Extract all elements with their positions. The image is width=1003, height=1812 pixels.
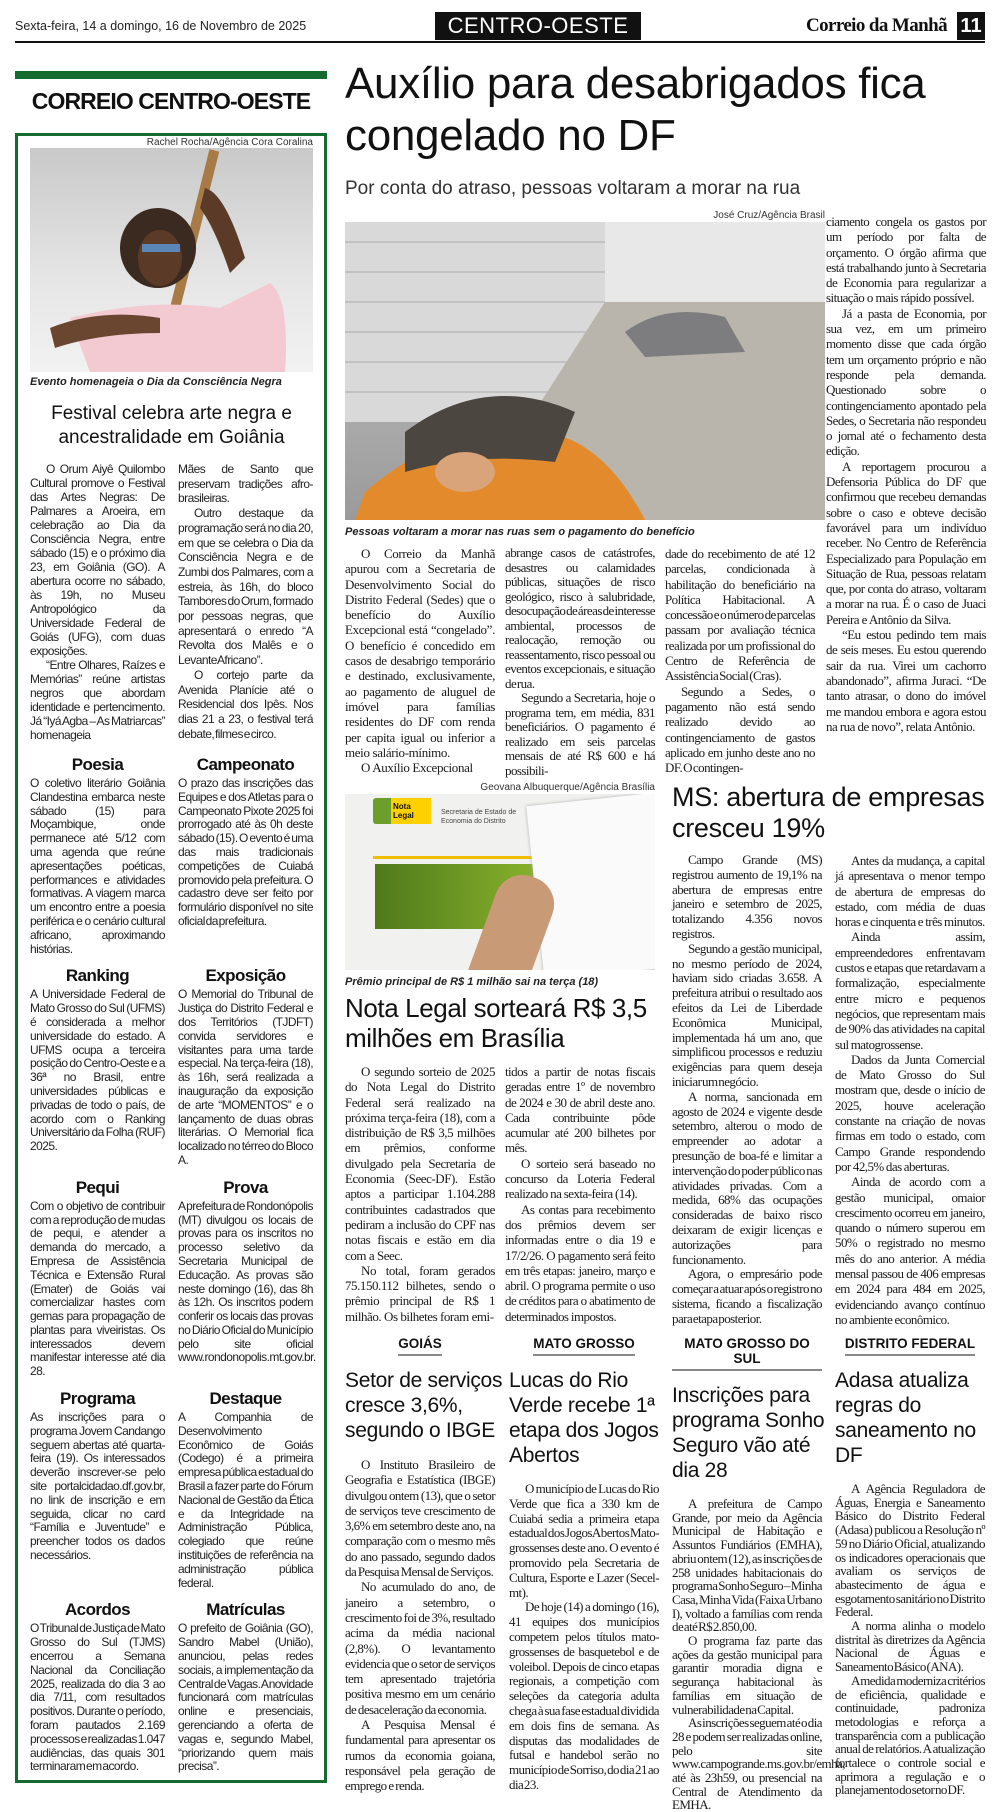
newspaper-logo: Correio da Manhã <box>806 15 947 36</box>
brief-text: A Universidade Federal de Mato Grosso do Sul (UFMS) é considerada a melhor universidade do estado. A UFMS ocupa a terceira posição do Centro-Oeste e a 36ª no Brasil, entre universidades públicas e privadas de todo o país, de acordo com o Ranking Universitário da Folha (RUF) 2025. <box>30 987 165 1154</box>
photo-caption: Evento homenageia o Dia da Consciência Negra <box>30 376 282 388</box>
paragraph: Campo Grande (MS) registrou aumento de 19,1% na abertura de empresas entre janeiro e setembro de 2025, totalizando 4.356 novos registros. <box>672 852 822 941</box>
brief-matrículas <box>178 1590 313 1774</box>
regional-story-goias <box>345 1336 503 1794</box>
paragraph: dade do recebimento de até 12 parcelas, condicionada à habilitação do beneficiário na Política Habitacional. A concessão e o número de parcelas passam por avaliação técnica realizada por um profissional do Centro de Referência de Assistência Social (Cras). <box>665 546 815 684</box>
nota-headline: Nota Legal sorteará R$ 3,5 milhões em Brasília <box>345 993 647 1053</box>
brief-title: Exposição <box>205 966 286 986</box>
paragraph: As inscrições seguem até o dia 28 e podem ser realizadas online, pelo site www.campogrande.ms.gov.br/emha, até às 23h59, ou presencial na Central de Atendimento da EMHA. <box>672 1715 845 1812</box>
regional-story-mato-grosso-do-sul <box>672 1336 845 1812</box>
story-body <box>672 1496 845 1812</box>
paragraph: A Pesquisa Mensal é fundamental para apresentar os rumos da economia goiana, responsável pela geração de emprego e renda. <box>345 1717 495 1794</box>
brief-poesia <box>30 745 165 956</box>
ms-column-1 <box>672 853 822 1327</box>
brief-exposição <box>178 956 313 1167</box>
story-headline: Lucas do Rio Verde recebe 1ª etapa dos Jogos Abertos <box>509 1369 659 1467</box>
main-article-column-4 <box>826 214 986 734</box>
festival-photo <box>30 148 313 372</box>
brief-title: Programa <box>60 1389 135 1409</box>
region-label: MATO GROSSO DO SUL <box>672 1336 822 1371</box>
main-article-column-2 <box>505 546 655 778</box>
brief-campeonato <box>178 745 313 956</box>
nota-legal-photo <box>345 794 655 970</box>
main-article-column-1 <box>345 546 495 775</box>
regional-story-distrito-federal <box>835 1336 993 1797</box>
photo-caption: Pessoas voltaram a morar nas ruas sem o pagamento do benefício <box>345 526 695 538</box>
brief-text: As inscrições para o programa Jovem Candango seguem abertas até quarta-feira (19). Os interessados deverão inscrever-se pelo site portalcidadao.df.gov.br, no link de inscrição e em seguida, clicar no card “Família e Juventude” e preencher todos os dados necessários. <box>30 1410 165 1563</box>
brief-text: Com o objetivo de contribuir com a reprodução de mudas de pequi, e atender a demanda do mercado, a Empresa de Assistência Técnica e Extensão Rural (Emater) de Goiás vai comercializar hastes com gemas para propagação de plantas para viveiristas. Os interessados devem manifestar interesse até dia 28. <box>30 1198 165 1379</box>
photo-site-text: Secretaria de Estado de Economia do Distrito <box>441 809 517 825</box>
story-headline: Setor de serviços cresce 3,6%, segundo o IBGE <box>345 1369 503 1442</box>
sidebar-accent-bar <box>15 71 327 79</box>
brief-destaque <box>178 1379 313 1590</box>
ms-headline: MS: abertura de empresas cresceu 19% <box>672 782 985 843</box>
story-body <box>835 1482 985 1797</box>
paragraph: ciamento congela os gastos por um período por falta de orçamento. O órgão afirma que está trabalhando junto à Secretaria de Economia para regularizar a situação o mais rápido possível. <box>826 214 986 306</box>
ms-column-2 <box>835 853 985 1327</box>
paragraph: abrange casos de catástrofes, desastres ou calamidades públicas, situações de risco geológico, risco à salubridade, desocupação de áreas de interesse ambiental, processos de realocação, remoção ou reassentamento, risco pessoal ou eventos excepcionais, e situação de rua. <box>505 545 655 691</box>
main-subheadline: Por conta do atraso, pessoas voltaram a morar na rua <box>345 178 801 199</box>
section-label: CENTRO-OESTE <box>435 12 641 40</box>
paragraph: O sorteio será baseado no concurso da Loteria Federal realizado na sexta-feira (14). <box>505 1155 655 1202</box>
brief-text: O Tribunal de Justiça de Mato Grosso do Sul (TJMS) encerrou a Semana Nacional da Conciliação 2025, realizada do dia 3 ao dia 7/11, com resultados positivos. Durante o período, foram pautados 2.169 processos e realizadas 1.047 audiências, das quais 301 terminaram em acordo. <box>30 1621 165 1774</box>
nota-column-2 <box>505 1064 655 1324</box>
paragraph: Dados da Junta Comercial de Mato Grosso do Sul mostram que, desde o início de 2025, houve aceleração constante na criação de novas firmas em todo o estado, com Campo Grande respondendo por 42,5% das aberturas. <box>835 1051 985 1174</box>
brief-ranking <box>30 956 165 1167</box>
brief-text: O coletivo literário Goiânia Clandestina embarca neste sábado (15) para Moçambique, onde permanece até 5/12 com uma agenda que reúne apresentações poéticas, performances e atividades formativas. A viagem marca um encontro entre a poesia periférica e o cenário cultural africano, aproximando histórias. <box>30 776 165 956</box>
paragraph: Segundo a gestão municipal, no mesmo período de 2024, haviam sido criadas 3.658. A prefeitura atribui o resultado aos efeitos da Lei de Liberdade Econômica Municipal, implementada há um ano, que simplificou processos e reduziu exigências para quem deseja iniciar um negócio. <box>672 940 822 1089</box>
paragraph: De hoje (14) a domingo (16), 41 equipes dos municípios competem pelos títulos mato-grossenses de basquetebol e de voleibol. Depois de cinco etapas regionais, a competição com seleções da categoria adulta chega à sua fase estadual dividida em dois fins de semana. As disputas das modalidades de futsal e handebol serão no município de Sorriso, do dia 21 ao dia 23. <box>509 1599 659 1792</box>
paragraph: No total, foram gerados 75.150.112 bilhetes, sendo o prêmio principal de R$ 1 milhão. Os bilhetes foram emi- <box>345 1262 495 1324</box>
story-body <box>345 1457 495 1794</box>
brief-title: Pequi <box>75 1177 120 1197</box>
region-label: MATO GROSSO <box>509 1336 659 1356</box>
sidebar-briefs <box>30 745 316 1774</box>
brief-text: O Memorial do Tribunal de Justiça do Distrito Federal e dos Territórios (TJDFT) convida servidores e visitantes para uma tarde especial. Na terça-feira (18), às 16h, será realizada a inauguração da exposição de arte “MOMENTOS” e o lançamento de duas obras literárias. O Memorial fica localizado no térreo do Bloco A. <box>178 987 313 1167</box>
brief-prova <box>178 1168 316 1379</box>
paragraph: O Auxílio Excepcional <box>361 760 473 776</box>
story-headline: Inscrições para programa Sonho Seguro vão até dia 28 <box>672 1384 825 1482</box>
brief-text: A Companhia de Desenvolvimento Econômico de Goiás (Codego) é a primeira empresa pública estadual do Brasil a fazer parte do Fórum Nacional de Gestão da Ética e da Integridade na Administração Pública, colegiado que reúne instituições de referência na administração pública federal. <box>178 1410 313 1590</box>
story-headline: Adasa atualiza regras do saneamento no DF <box>835 1369 976 1467</box>
brief-acordos <box>30 1590 165 1774</box>
brief-title: Poesia <box>71 755 124 774</box>
paragraph: O Correio da Manhã apurou com a Secretaria de Desenvolvimento Social do Distrito Federal (Sedes) que o benefício do Auxílio Excepcional está “congelado”. O benefício é concedido em casos de desabrigo temporário e destinado, exclusivamente, ao pagamento de aluguel de imóvel para famílias residentes do DF com renda per capita igual ou inferior a meio salário-mínimo. <box>345 546 495 760</box>
paragraph: Agora, o empresário pode começar a atuar após o registro no sistema, ficando a fiscalização para etapa posterior. <box>672 1266 822 1326</box>
paragraph: O cortejo parte da Avenida Planície até o Residencial dos Ipês. Nos dias 21 a 23, o festival terá debate, filmes e circo. <box>178 667 313 741</box>
sidebar-title: CORREIO CENTRO-OESTE <box>31 88 311 114</box>
paragraph: O programa faz parte das ações da gestão municipal para garantir moradia digna e segurança habitacional às famílias em situação de vulnerabilidade na Capital. <box>672 1633 822 1717</box>
paragraph: tidos a partir de notas fiscais geradas entre 1º de novembro de 2024 e 30 de abril deste ano. Cada contribuinte pôde acumular até 200 bilhetes por mês. <box>505 1064 655 1156</box>
brief-text: A prefeitura de Rondonópolis (MT) divulgou os locais de provas para os inscritos no processo seletivo da Secretaria Municipal de Educação. As provas são neste domingo (16), das 8h às 12h. Os inscritos podem conferir os locais das provas no Diário Oficial do Município pelo site oficial www.rondonopolis.mt.gov.br. <box>178 1198 316 1365</box>
paragraph: O Orum Aiyê Quilombo Cultural promove o Festival das Artes Negras: De Palmares a Aroeira, em celebração ao Dia da Consciência Negra, entre sábado (15) e o próximo dia 23, em Goiânia (GO). A abertura ocorre no sábado, às 19h, no Museu Antropológico da Universidade Federal de Goiás (UFG), com duas exposições. <box>30 462 165 658</box>
sidebar-article-column-1 <box>30 462 165 742</box>
story-body <box>509 1482 659 1793</box>
sidebar-article-column-2 <box>178 462 313 741</box>
paragraph: Antes da mudança, a capital já apresentava o menor tempo de abertura de empresas do estado, com média de duas horas e cinquenta e três minutos. <box>835 853 985 930</box>
region-label: GOIÁS <box>345 1336 495 1356</box>
brief-title: Campeonato <box>196 755 295 774</box>
paragraph: A medida moderniza critérios de eficiência, qualidade e continuidade, padroniza metodologias e reforça a transparência com a publicação anual de relatórios. A atualização fortalece o controle social e aprimora a regulação e o planejamento do setor no DF. <box>835 1672 985 1798</box>
region-label: DISTRITO FEDERAL <box>835 1336 985 1356</box>
photo-credit: José Cruz/Agência Brasil <box>713 210 825 221</box>
nota-column-1 <box>345 1064 495 1324</box>
brief-title: Acordos <box>64 1600 131 1620</box>
photo-logo: Nota Legal <box>391 798 431 824</box>
brief-title: Prova <box>223 1177 268 1197</box>
brief-title: Ranking <box>65 966 130 986</box>
paragraph: O município de Lucas do Rio Verde que fica a 330 km de Cuiabá sedia a primeira etapa estadual dos Jogos Abertos Mato-grossenses deste ano. O evento é promovido pela Secretaria de Cultura, Esporte e Lazer (Secel-mt). <box>509 1481 659 1600</box>
photo-credit: Rachel Rocha/Agência Cora Coralina <box>146 137 313 148</box>
header-rule <box>15 41 985 43</box>
edition-date: Sexta-feira, 14 a domingo, 16 de Novembro de 2025 <box>15 19 307 33</box>
regional-story-mato-grosso <box>509 1336 667 1793</box>
paragraph: Mães de Santo que preservam tradições afro-brasileiras. <box>178 462 313 506</box>
paragraph: As contas para recebimento dos prêmios devem ser informadas entre o dia 19 e 17/2/26. O pagamento será feito em três etapas: janeiro, março e abril. O programa permite o uso de créditos para o abatimento de determinados impostos. <box>505 1201 655 1324</box>
main-headline: Auxílio para desabrigados fica congelado no DF <box>345 59 926 160</box>
paragraph: No acumulado do ano, de janeiro a setembro, o crescimento foi de 3%, resultado acima da média nacional (2,8%). O levantamento evidencia que o setor de serviços tem apresentado trajetória positiva mesmo em um cenário de desaceleração da economia. <box>345 1579 495 1717</box>
brief-title: Destaque <box>209 1389 282 1409</box>
paragraph: A reportagem procurou a Defensoria Pública do DF que confirmou que recebeu demandas sobre o caso e obteve decisão favorável para um indivíduo receber. No Centro de Referência Especializado para População em Situação de Rua, pessoas relatam que, por conta do atraso, voltaram a morar na rua. É o caso de Juaci Pereira e Antônio da Silva. <box>826 458 986 627</box>
page-number: 11 <box>957 12 985 40</box>
photo-caption: Prêmio principal de R$ 1 milhão sai na terça (18) <box>345 976 599 988</box>
photo-credit: Geovana Albuquerque/Agência Brasília <box>480 782 655 793</box>
paragraph: “Entre Olhares, Raízes e Memórias” reúne artistas negros que abordam identidade e pertencimento. Já “Iyá Agba – As Matriarcas” homenageia <box>30 658 165 742</box>
paragraph: A Agência Reguladora de Águas, Energia e Saneamento Básico do Distrito Federal (Adasa) publicou a Resolução nº 59 no Diário Oficial, atualizando os indicadores operacionais que avaliam os serviços de abastecimento de água e esgotamento sanitário no Distrito Federal. <box>835 1481 985 1620</box>
paragraph: Já a pasta de Economia, por sua vez, em um primeiro momento disse que cada órgão tem um orçamento próprio e não responde pela demanda. Questionado sobre o contingenciamento apontado pela Sedes, o Secretaria não respondeu o jornal até o fechamento desta edição. <box>826 305 986 459</box>
paragraph: Segundo a Sedes, o pagamento não está sendo realizado devido ao contingenciamento de gastos aplicado em junho deste ano no DF. O contingen- <box>665 683 815 776</box>
paragraph: A prefeitura de Campo Grande, por meio da Agência Municipal de Habitação e Assuntos Fundiários (EMHA), abriu ontem (12), as inscrições de 258 unidades habitacionais do programa Sonho Seguro – Minha Casa, Minha Vida (Faixa Urbano I), voltado a famílias com renda de até R$ 2.850,00. <box>672 1496 822 1635</box>
paragraph: Segundo a Secretaria, hoje o programa tem, em média, 831 beneficiários. O pagamento é realizado em seis parcelas mensais de até R$ 600 e há possibili- <box>505 690 655 778</box>
brief-title: Matrículas <box>206 1600 285 1620</box>
paragraph: Ainda de acordo com a gestão municipal, omaior crescimento ocorreu em janeiro, quando o número superou em 50% o registrado no mesmo mês do ano anterior. A média mensal passou de 406 empresas em 2024 para 484 em 2025, evidenciando avanço contínuo no ambiente econômico. <box>835 1174 985 1327</box>
paragraph: O Instituto Brasileiro de Geografia e Estatística (IBGE) divulgou ontem (13), que o setor de serviços teve crescimento de 3,6% em setembro deste ano, na comparação com o mesmo mês do ano passado, segundo dados da Pesquisa Mensal de Serviços. <box>345 1457 495 1580</box>
brief-pequi <box>30 1168 165 1379</box>
brief-programa <box>30 1379 165 1590</box>
paragraph: Outro destaque da programação será no dia 20, em que se celebra o Dia da Consciência Negra e de Zumbi dos Palmares, com a estreia, às 16h, do bloco Tambores do Orum, formado por pessoas negras, que apresentará o enredo “A Revolta dos Malês e o Levante Africano”. <box>178 506 313 668</box>
main-article-column-3 <box>665 546 815 775</box>
brief-text: O prefeito de Goiânia (GO), Sandro Mabel (União), anunciou, pelas redes sociais, a implementação da Central de Vagas. A novidade funcionará com matrículas online e presenciais, gerenciando a oferta de vagas e, segundo Mabel, “priorizando quem mais precisa”. <box>178 1621 313 1774</box>
paragraph: O segundo sorteio de 2025 do Nota Legal do Distrito Federal será realizado na próxima terça-feira (18), com a distribuição de R$ 3,5 milhões em prêmios, conforme divulgado pela Secretaria de Economia (Seec-DF). Estão aptos a participar 1.104.288 contribuintes cadastrados que pediram a inclusão do CPF nas notas fiscais e estão em dia com a Seec. <box>345 1064 495 1263</box>
paragraph: A norma, sancionada em agosto de 2024 e vigente desde setembro, alterou o modo de empreender ao adotar a presunção de boa-fé e limitar a intervenção do poder público nas atividades privadas. Com a medida, 68% das ocupações consideradas de baixo risco deixaram de exigir licenças e autorizações para funcionamento. <box>672 1088 822 1267</box>
paragraph: “Eu estou pedindo tem mais de seis meses. Eu estou querendo sair da rua. Virei um cachorro abandonado”, afirma Juraci. “De tanto atrasar, o dono do imóvel me mandou embora e agora estou na rua de novo”, relata Antônio. <box>826 627 986 734</box>
homeless-photo <box>345 222 825 520</box>
brief-text: O prazo das inscrições das Equipes e dos Atletas para o Campeonato Pixote 2025 foi prorrogado até às 0h deste sábado (15). O evento é uma das mais tradicionais competições de Cuiabá promovido pela prefeitura. O cadastro deve ser feito por formulário disponível no site oficial da prefeitura. <box>178 776 313 928</box>
paragraph: Ainda assim, empreendedores enfrentavam custos e etapas que retardavam a formalização, especialmente entre micro e pequenos negócios, que representam mais de 90% das atividades na capital sul matogrossense. <box>835 929 985 1052</box>
sidebar-headline: Festival celebra arte negra e ancestralidade em Goiânia <box>51 403 292 448</box>
paragraph: A norma alinha o modelo distrital às diretrizes da Agência Nacional de Águas e Saneamento Básico (ANA). <box>835 1618 985 1675</box>
